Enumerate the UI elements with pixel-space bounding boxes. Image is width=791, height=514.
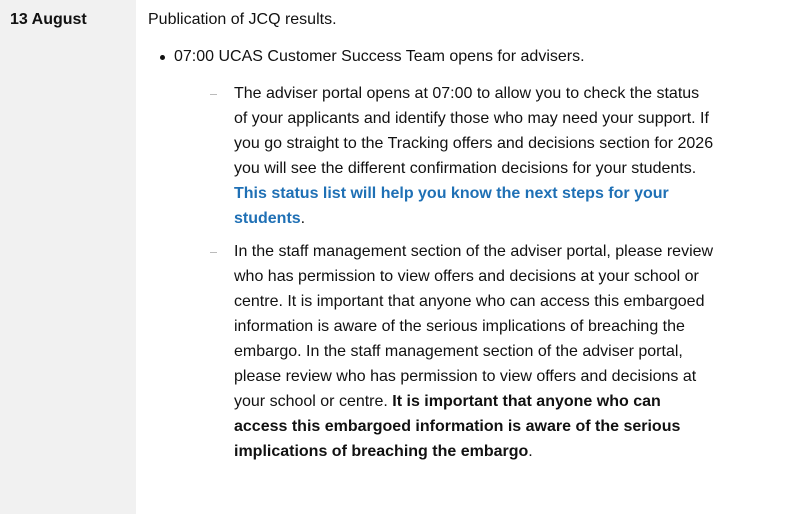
date-label: 13 August bbox=[10, 11, 87, 28]
sub-item-text: In the staff management section of the adviser portal, please review who has permission to view offers and decisions at your school or centre. It is important that anyone who can access this embargoed information is aware of the serious implications of breaching the embargo. In the staff management section of the adviser portal, please review who has permission to view offers and decisions at your school or centre. bbox=[234, 243, 714, 410]
embargo-warning: It is important that anyone who can access this embargoed information is aware of the serious implications of breaching the embargo bbox=[234, 393, 681, 460]
sub-item-text: The adviser portal opens at 07:00 to allow you to check the status of your applicants and identify those who may need your support. If you go straight to the Tracking offers and decisions section for 2026 you will see the different confirmation decisions for your students. bbox=[234, 85, 714, 177]
sub-item-adviser-portal bbox=[148, 81, 714, 231]
sub-item-staff-management bbox=[148, 239, 714, 464]
date-cell bbox=[0, 0, 136, 514]
bullet-dot-icon bbox=[160, 55, 165, 60]
dash-icon bbox=[210, 252, 217, 253]
sub-item-punctuation: . bbox=[528, 443, 533, 460]
sub-item-punctuation: . bbox=[300, 210, 306, 227]
status-list-link[interactable]: This status list will help you know the next steps for your students bbox=[234, 185, 669, 227]
sub-list bbox=[148, 81, 791, 464]
bullet-item bbox=[148, 46, 791, 68]
dash-icon bbox=[210, 94, 217, 95]
bullet-text: 07:00 UCAS Customer Success Team opens for advisers. bbox=[174, 48, 585, 65]
content-cell bbox=[136, 0, 791, 514]
headline: Publication of JCQ results. bbox=[148, 11, 337, 28]
